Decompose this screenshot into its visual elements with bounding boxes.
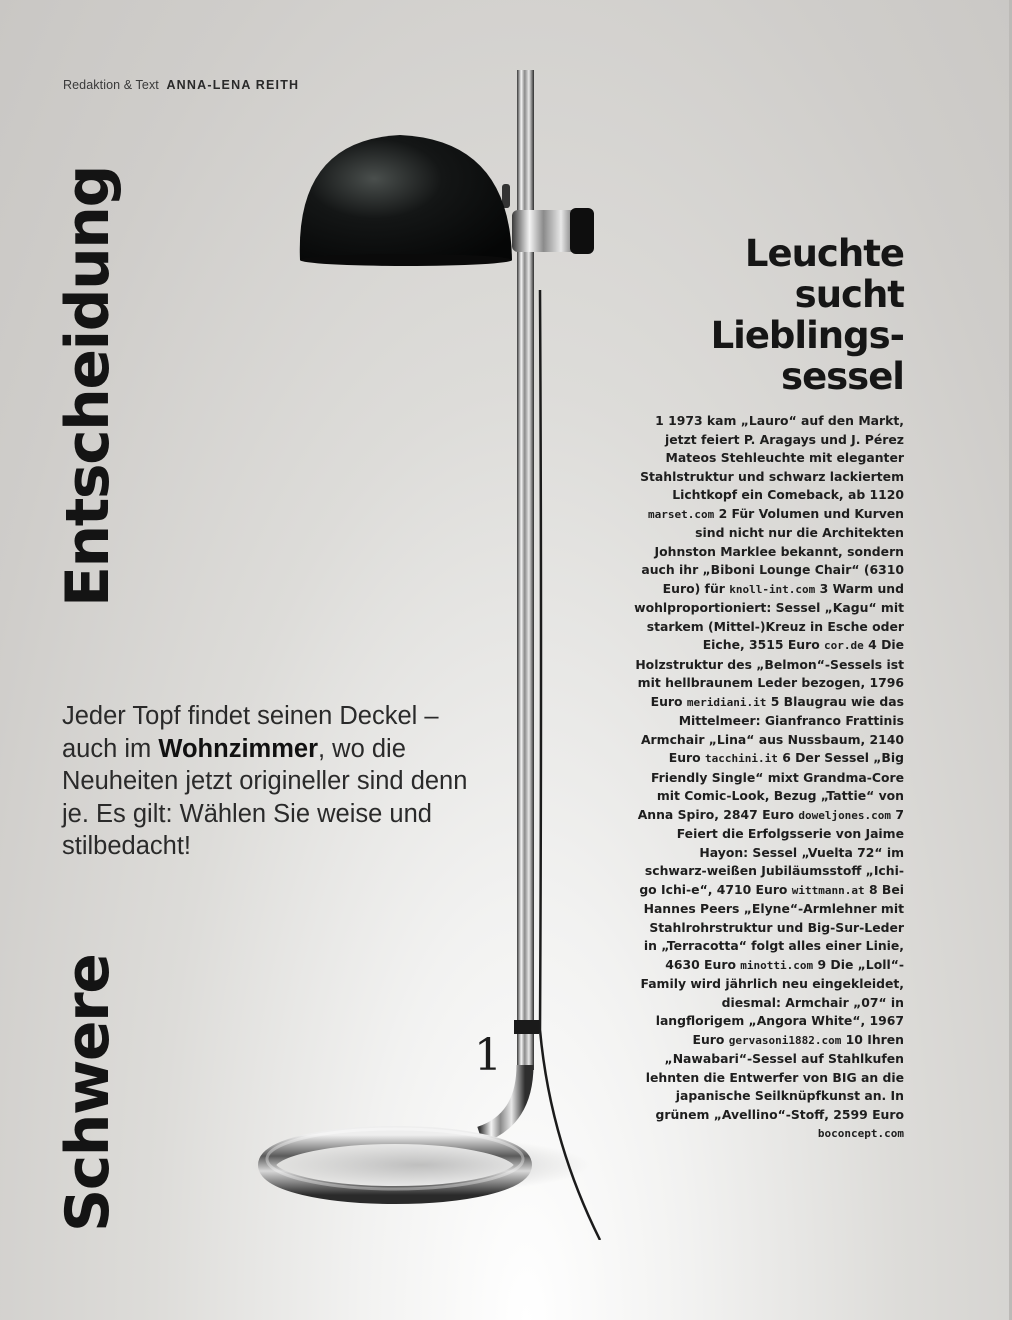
item-url: doweljones.com	[798, 808, 892, 822]
product-list	[634, 412, 904, 1144]
figure-number: 1	[474, 1030, 502, 1081]
item-url: meridiani.it	[686, 695, 767, 709]
lead-bold: Wohnzimmer	[158, 734, 318, 763]
item-8: 8 Bei Hannes Peers „Elyne“-Armlehner mit Stahlrohrstruktur und Big-Sur-Leder in „Terracotta“ folgt alles einer Linie, 4630 Euro minotti.com	[643, 881, 904, 972]
item-7: 7 Feiert die Erfolgsserie von Jaime Hayon: Sessel „Vuelta 72“ im schwarz-weißen Jubiläumsstoff „Ichi-go Ichi-e“, 4710 Euro wittmann.at	[639, 806, 904, 897]
item-url: knoll-int.com	[729, 582, 816, 596]
item-url: gervasoni1882.com	[728, 1033, 842, 1047]
item-url: boconcept.com	[817, 1127, 904, 1140]
item-10: 10 Ihren „Nawabari“-Sessel auf Stahlkufen lehnten die Entwerfer von BIG an die japanische Seilknüpfkunst an. In grünem „Avellino“-Stoff, 2599 Euro boconcept.com	[645, 1031, 904, 1140]
item-5: 5 Blaugrau wie das Mittelmeer: Gianfranco Frattinis Armchair „Lina“ aus Nussbaum, 2140 Euro tacchini.it	[640, 693, 904, 765]
item-url: wittmann.at	[791, 883, 865, 897]
headline	[711, 233, 904, 397]
item-4: 4 Die Holzstruktur des „Belmon“-Sessels ist mit hellbraunem Leder bezogen, 1796 Euro meridiani.it	[635, 637, 904, 709]
vertical-title-top: Entscheidung	[53, 166, 123, 607]
item-3: 3 Warm und wohlproportioniert: Sessel „Kagu“ mit starkem (Mittel-)Kreuz in Esche oder Eiche, 3515 Euro cor.de	[634, 580, 904, 652]
vertical-title-bottom: Schwere	[53, 954, 123, 1232]
lead-after: , wo die Neuheiten jetzt origineller sind denn je. Es gilt: Wählen Sie weise und stilbedacht!	[62, 734, 468, 860]
headline-line: sucht	[794, 273, 904, 316]
item-6: 6 Der Sessel „Big Friendly Single“ mixt Grandma-Core mit Comic-Look, Bezug „Tattie“ von Anna Spiro, 2847 Euro doweljones.com	[637, 750, 904, 822]
headline-line: sessel	[781, 355, 904, 398]
item-1: 1 1973 kam „Lauro“ auf den Markt, jetzt feiert P. Aragays und J. Pérez Mateos Stehleuchte mit eleganter Stahlstruktur und schwarz lackiertem Lichtkopf ein Comeback, ab 1120 marset.com	[640, 413, 904, 521]
item-url: tacchini.it	[705, 752, 778, 765]
lead-paragraph	[62, 700, 482, 863]
headline-line: Lieblings-	[710, 314, 904, 357]
item-url: minotti.com	[740, 958, 814, 972]
headline-line: Leuchte	[744, 232, 904, 275]
lead-before: Jeder Topf findet seinen Deckel – auch im	[62, 702, 439, 763]
byline-author: ANNA-LENA REITH	[166, 78, 300, 92]
byline-prefix: Redaktion & Text	[63, 78, 159, 92]
item-url: marset.com	[648, 507, 715, 521]
floor-lamp-image	[240, 60, 620, 1240]
item-url: cor.de	[824, 639, 864, 652]
item-2: 2 Für Volumen und Kurven sind nicht nur die Architekten Johnston Marklee bekannt, sondern auch ihr „Biboni Lounge Chair“ (6310 Euro) für knoll-int.com	[641, 505, 904, 596]
item-9: 9 Die „Loll“-Family wird jährlich neu eingekleidet, diesmal: Armchair „07“ in langflorigem „Angora White“, 1967 Euro gervasoni1882.com	[640, 956, 904, 1047]
